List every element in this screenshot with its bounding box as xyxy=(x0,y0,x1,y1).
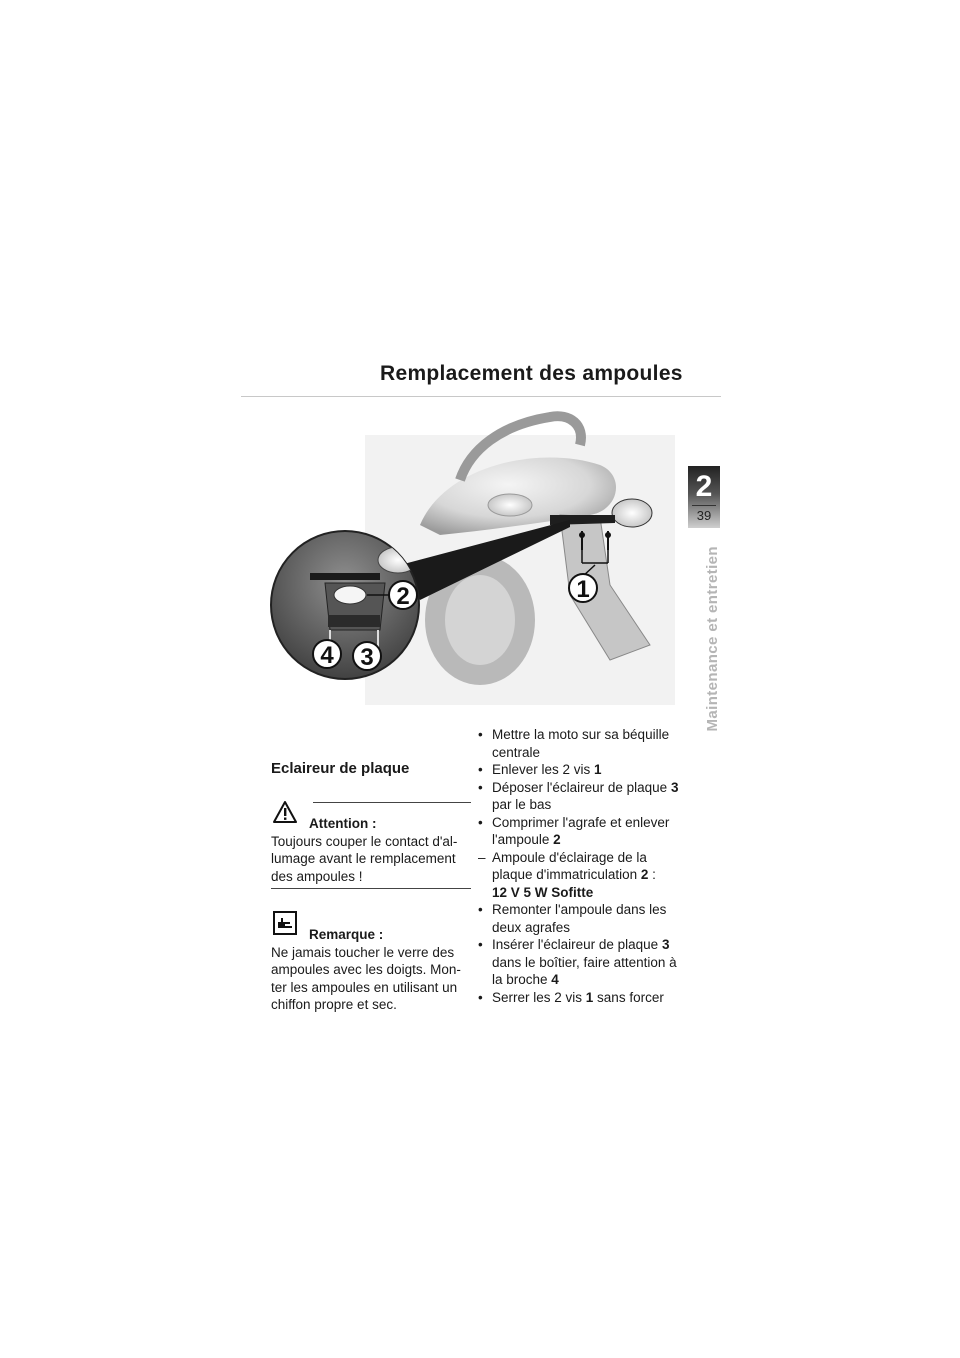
warning-top-rule xyxy=(313,802,471,803)
chapter-side-label: Maintenance et entretien xyxy=(704,546,721,732)
page-title: Remplacement des ampoules xyxy=(380,362,683,385)
warning-triangle-icon xyxy=(273,800,297,824)
motorcycle-rear-illustration xyxy=(270,405,680,705)
note-block xyxy=(271,911,471,1014)
callout-1: 1 xyxy=(576,576,590,603)
step-item: • Remonter l'ampoule dans les deux agrafes xyxy=(478,902,667,935)
steps-list xyxy=(478,726,683,1006)
left-column xyxy=(271,800,471,1014)
step-item: • Serrer les 2 vis 1 sans forcer xyxy=(478,989,664,1005)
step-item: • Mettre la moto sur sa béquille centrale xyxy=(478,727,670,760)
step-item: – Ampoule d'éclairage de la plaque d'immatriculation 2 : 12 V 5 W Sofitte xyxy=(478,849,656,900)
title-divider xyxy=(241,396,721,397)
step-item: • Insérer l'éclaireur de plaque 3 dans le boîtier, faire attention à la broche 4 xyxy=(478,937,677,987)
note-label: Remarque : xyxy=(309,927,384,942)
step-item: • Comprimer l'agrafe et enlever l'ampoule 2 xyxy=(478,814,670,847)
warning-label: Attention : xyxy=(309,816,377,831)
note-text: Ne jamais toucher le verre des ampoules avec les doigts. Mon-ter les ampoules en utilisant un chiffon propre et sec. xyxy=(271,944,461,1012)
tail-light xyxy=(488,494,532,516)
section-heading: Eclaireur de plaque xyxy=(271,760,410,777)
callout-3: 3 xyxy=(360,644,374,671)
chapter-divider xyxy=(692,505,716,506)
step-item: • Enlever les 2 vis 1 xyxy=(478,762,602,777)
warning-block xyxy=(271,800,471,889)
bulb-spec: 12 V 5 W Sofitte xyxy=(492,884,594,900)
callout-4: 4 xyxy=(320,642,334,669)
page-number: 39 xyxy=(696,508,712,523)
chapter-number: 2 xyxy=(695,470,713,503)
step-item: • Déposer l'éclaireur de plaque 3 par le bas xyxy=(478,779,679,812)
warning-text: Toujours couper le contact d'al-lumage avant le remplacement des ampoules ! xyxy=(271,833,458,884)
callout-2: 2 xyxy=(396,583,410,610)
turn-indicator xyxy=(612,499,652,527)
